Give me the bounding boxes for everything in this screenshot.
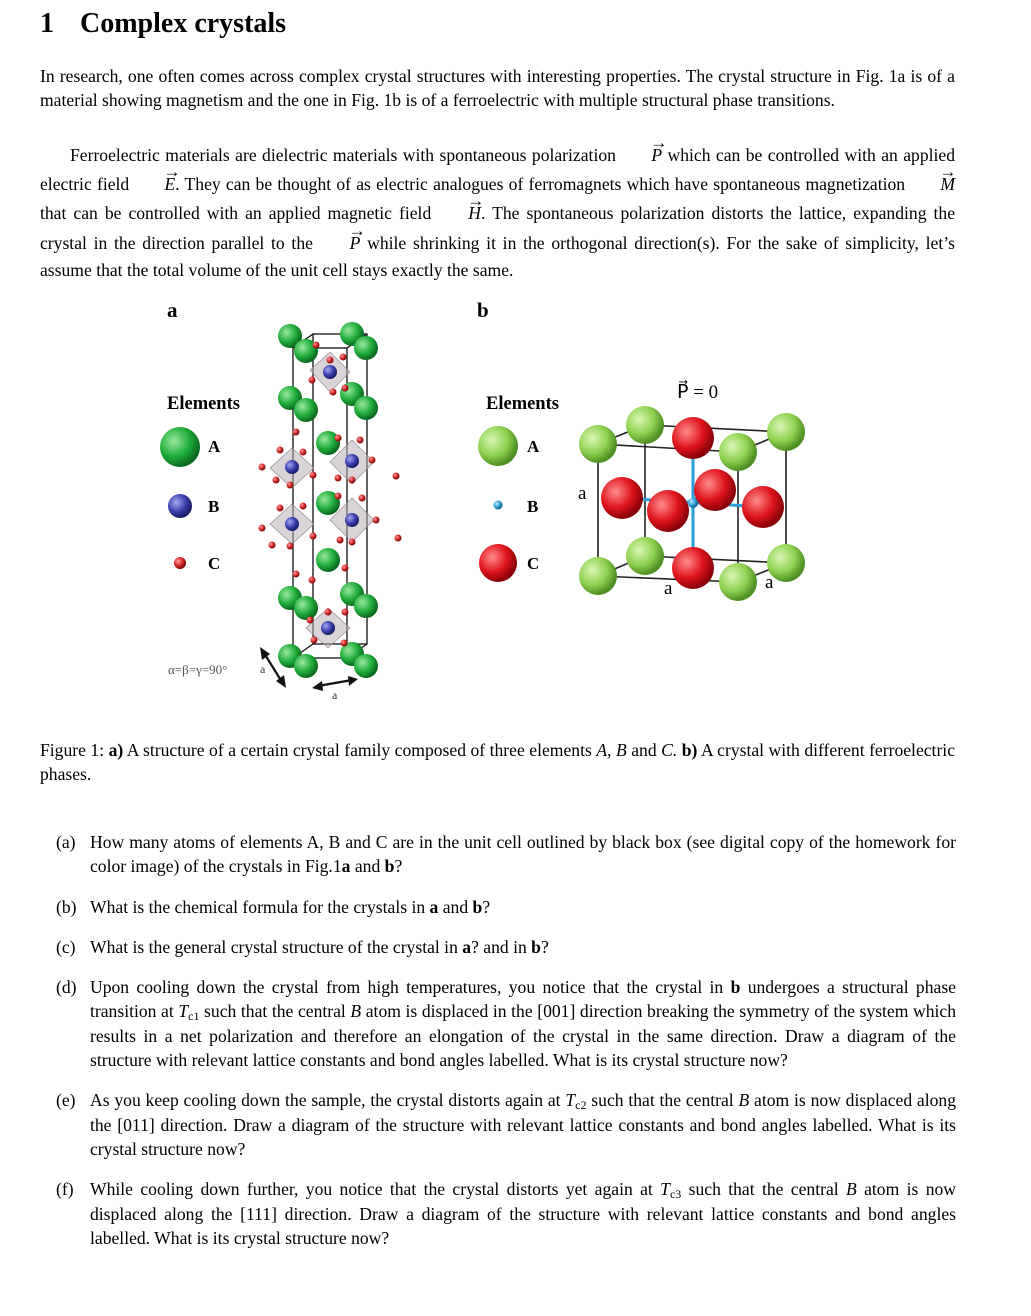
question-c <box>56 935 956 959</box>
question-d <box>56 975 956 1073</box>
question-text: such that the central <box>681 1179 846 1200</box>
caption-element-B: B <box>615 740 627 760</box>
question-bold: a <box>429 896 439 917</box>
question-symbol-B: B <box>846 1179 857 1200</box>
question-subscript: c1 <box>188 1009 200 1024</box>
legend-b-atom-B <box>494 501 503 510</box>
panel-b-element-B: B <box>527 497 539 516</box>
panel-b-lattice-label-bottom: a <box>664 578 673 599</box>
panel-b-atom-B <box>688 498 698 508</box>
question-bold: a <box>341 856 351 877</box>
question-text: How many atoms of elements A, B and C are in the unit cell outlined by black box (see digital copy of the homework for color image) of the crystals in Fig.1 <box>90 832 956 877</box>
question-bold: b <box>472 896 483 917</box>
question-label: (a) <box>56 832 76 852</box>
panel-a-element-A: A <box>208 437 221 456</box>
caption-b-text: A crystal with different ferroelectric phases. <box>40 740 956 784</box>
question-label: (f) <box>56 1179 74 1200</box>
question-text: While cooling down further, you notice that the crystal distorts yet again at <box>90 1179 661 1200</box>
p2-text-3: . They can be thought of as electric analogues of ferromagnets which have spontaneous magnetization <box>175 174 906 195</box>
caption-and: and <box>631 740 657 760</box>
question-symbol-B: B <box>738 1090 750 1111</box>
caption-element-C: C. <box>661 740 678 760</box>
question-text: As you keep cooling down the sample, the crystal distorts again at <box>90 1090 566 1111</box>
panel-a-angles: α=β=γ=90° <box>168 662 228 677</box>
question-text: ? <box>394 856 403 877</box>
question-list <box>56 830 956 1266</box>
panel-a-lattice-label-1: a <box>260 662 266 676</box>
question-f <box>56 1177 956 1250</box>
panel-a-lattice-label-2: a <box>332 688 338 702</box>
question-label: (c) <box>56 936 76 957</box>
question-text: such that the central <box>586 1090 739 1111</box>
question-label: (d) <box>56 977 77 998</box>
vector-H: → H <box>438 198 481 227</box>
question-symbol-T: T <box>178 1001 189 1022</box>
question-text: ? <box>482 896 491 917</box>
question-bold: b <box>531 936 541 957</box>
panel-b-elements-title: Elements <box>486 394 559 414</box>
question-a <box>56 830 956 879</box>
caption-b-label: b) <box>681 740 698 760</box>
caption-prefix: Figure 1: <box>40 740 105 760</box>
question-e <box>56 1088 956 1161</box>
question-bold: b <box>384 856 395 877</box>
p2-text-4: that can be controlled with an applied magnetic field <box>40 203 432 224</box>
panel-b-polarization: P⃗ = 0 <box>677 382 719 403</box>
vector-P-2: → P <box>320 228 361 257</box>
section-number: 1 <box>40 8 54 39</box>
p2-text-1: Ferroelectric materials are dielectric materials with spontaneous polarization <box>70 145 616 165</box>
panel-b-lattice-label-left: a <box>578 483 587 504</box>
question-text: and <box>438 896 473 917</box>
question-bold: b <box>730 977 741 998</box>
panel-b-label: b <box>477 298 489 322</box>
question-text: ? and in <box>471 936 532 957</box>
question-text: What is the chemical formula for the crystals in <box>90 896 430 917</box>
question-text: and <box>350 856 385 877</box>
caption-a-label: a) <box>108 740 124 760</box>
figure-caption <box>40 738 955 786</box>
question-text: atom is displaced in the [001] direction breaking the symmetry of the system which results in a net polarization and therefore an elongation of the crystal in the same direction. Draw a diagram of the structure with relevant lattice constants and bond angles labelled. What is its crystal structure now? <box>90 1001 957 1071</box>
question-text: Upon cooling down the crystal from high temperatures, you notice that the crystal in <box>90 977 731 998</box>
question-text: ? <box>540 936 549 957</box>
question-b <box>56 895 956 919</box>
panel-a-elements-title: Elements <box>167 394 240 414</box>
question-bold: a <box>462 936 472 957</box>
question-label: (b) <box>56 896 77 917</box>
question-text: undergoes a structural phase transition at <box>90 977 956 1022</box>
p2-text-5: . The spontaneous polarization distorts the lattice, expanding the crystal in the direction parallel to the <box>40 203 956 253</box>
panel-b-element-A: A <box>527 437 540 456</box>
legend-b-atom-A <box>478 426 518 466</box>
question-subscript: c2 <box>575 1098 587 1113</box>
caption-a-text: A structure of a certain crystal family composed of three elements <box>126 740 592 760</box>
vector-E: → E <box>134 169 175 198</box>
p2-text-6: while shrinking it in the orthogonal direction(s). For the sake of simplicity, let’s assume that the total volume of the unit cell stays exactly the same. <box>40 232 955 280</box>
question-symbol-T: T <box>565 1090 576 1111</box>
p2-text-2: which can be controlled with an applied electric field <box>40 145 956 195</box>
intro-paragraph-1: In research, one often comes across complex crystal structures with interesting properties. The crystal structure in Fig. 1a is of a material showing magnetism and the one in Fig. 1b is of a ferroelectric with multiple structural phase transitions. <box>40 66 955 110</box>
panel-a-element-B: B <box>208 497 220 516</box>
legend-b-atom-C <box>479 544 517 582</box>
panel-b-lattice-label-right: a <box>765 572 774 593</box>
panel-b-element-C: C <box>527 554 540 573</box>
vector-M: → M <box>910 169 955 198</box>
question-text: atom is now displaced along the [011] direction. Draw a diagram of the structure with relevant lattice constants and bond angles labelled. What is its crystal structure now? <box>90 1090 957 1160</box>
question-label: (e) <box>56 1090 76 1111</box>
question-symbol-B: B <box>350 1001 362 1022</box>
section-title-text: Complex crystals <box>80 8 287 39</box>
panel-a-label: a <box>167 298 178 322</box>
panel-a-element-C: C <box>208 554 221 573</box>
question-symbol-T: T <box>660 1179 670 1200</box>
question-text: atom is now displaced along the [111] direction. Draw a diagram of the structure with relevant lattice constants and bond angles labelled. What is its crystal structure now? <box>90 1179 956 1249</box>
caption-element-A: A, <box>596 740 612 760</box>
vector-P: → P <box>621 140 662 169</box>
question-subscript: c3 <box>669 1187 682 1202</box>
question-text: such that the central <box>199 1001 351 1022</box>
question-text: What is the general crystal structure of the crystal in <box>90 936 463 957</box>
